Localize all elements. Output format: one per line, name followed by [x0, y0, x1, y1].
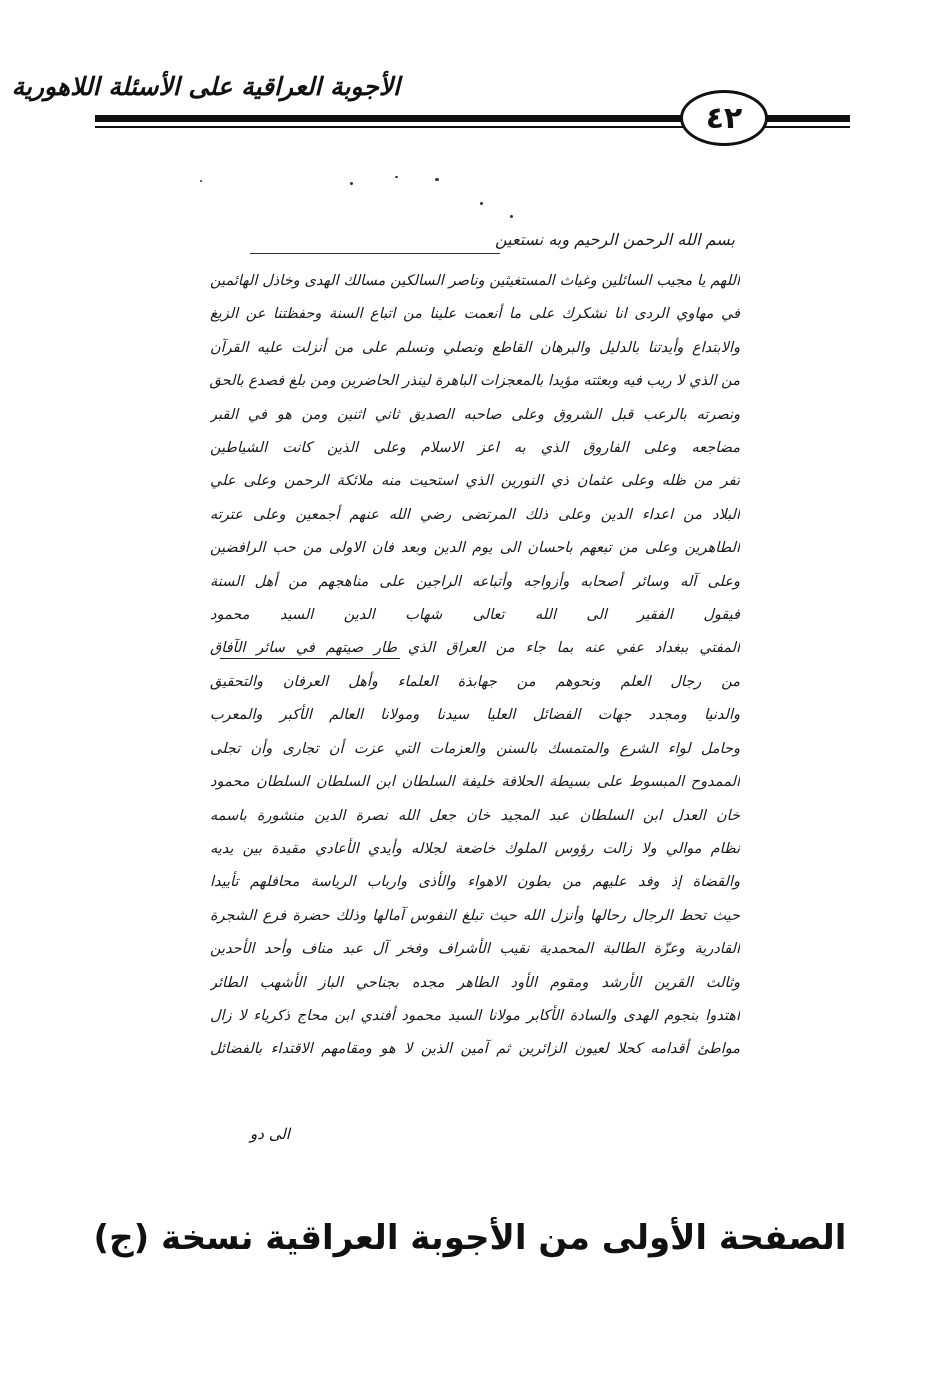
name-underline	[220, 658, 400, 659]
manuscript-line: الممدوح المبسوط على بسيطة الحلافة خليفة السلطان ابن السلطان السلطان محمود	[210, 774, 740, 791]
manuscript-line: البلاد من اعداء الدين وعلى ذلك المرتضى رضي الله عنهم أجمعين وعلى عترته	[210, 506, 740, 523]
ink-speck	[510, 215, 513, 218]
ink-speck	[200, 180, 202, 182]
heading-stroke	[250, 253, 500, 254]
manuscript-line: تفر من ظله وعلى عثمان ذي النورين الذي استحيت منه ملائكة الرحمن وعلى علي	[210, 473, 740, 490]
manuscript-line: نظام موالي ولا زالت رؤوس الملوك خاضعة لجلاله وأيدي الأعادي مقيدة بين يديه	[210, 840, 740, 857]
manuscript-line: المفتي ببغداد عفي عنه بما جاء من العراق الذي طار صيتهم في سائر الآفاق	[210, 640, 740, 657]
manuscript-basmala: بسم الله الرحمن الرحيم وبه نستعين	[494, 230, 735, 249]
ink-speck	[350, 182, 353, 185]
manuscript-line: حيث تحط الرجال رحالها وأنزل الله حيث تبلغ النفوس آمالها وذلك حضرة فرع الشجرة	[210, 907, 740, 924]
manuscript-line: والدنيا ومجدد جهات الفضائل العليا سيدنا ومولانا العالم الأكبر والمعرب	[210, 707, 740, 724]
manuscript-line: والابتداع وأيدتنا بالدليل والبرهان القاطع ونصلي ونسلم على من أنزلت عليه القرآن	[210, 339, 740, 356]
manuscript-line: مضاجعه وعلى الفاروق الذي به اعز الاسلام وعلى الذين كانت الشياطين	[210, 440, 740, 457]
manuscript-line: من رجال العلم ونحوهم من جهابذة العلماء وأهل العرفان والتحقيق	[210, 673, 740, 690]
page-number: ٤٢	[705, 100, 743, 136]
manuscript-line: والقضاة إذ وفد عليهم من بطون الاهواء والأذى وارباب الرياسة محافلهم تأييدا	[210, 874, 740, 891]
ink-speck	[435, 178, 439, 181]
manuscript-line: وثالث القرين الأرشد ومقوم الأود الطاهر مجده بجناحي الباز الأشهب الطائر	[210, 974, 740, 991]
manuscript-scan	[190, 170, 750, 1185]
manuscript-line: ونصرته بالرعب قبل الشروق وعلى صاحبه الصديق ثاني اثنين ومن هو في القبر	[210, 406, 740, 423]
manuscript-line: من الذي لا ريب فيه وبعثته مؤيدا بالمعجزات الباهرة لينذر الحاضرين ومن بلغ فصدع بالحق	[210, 373, 740, 390]
manuscript-line: الطاهرين وعلى من تبعهم باحسان الى يوم الدين وبعد فان الاولى من حب الرافضين	[210, 540, 740, 557]
manuscript-line: وحامل لواء الشرع والمتمسك بالسنن والعزمات التي عزت أن تجارى وأن تجلى	[210, 740, 740, 757]
manuscript-line: القادرية وعزّة الطالبة المحمدية نقيب الأشراف وفخر آل عبد مناف وأحد الأحدين	[210, 941, 740, 958]
manuscript-line: مواطئ أقدامه كحلا لعيون الزائرين ثم آمين الذين لا هو ومقامهم الاقتداء بالفضائل	[210, 1041, 740, 1058]
manuscript-line: اللهم يا مجيب السائلين وغياث المستغيثين وناصر السالكين مسالك الهدى وخاذل الهائمين	[210, 273, 740, 289]
manuscript-line: فيقول الفقير الى الله تعالى شهاب الدين السيد محمود	[210, 607, 740, 624]
manuscript-footer-note: الى دو	[250, 1125, 290, 1143]
page-number-badge	[680, 90, 768, 146]
manuscript-line: خان العدل ابن السلطان عبد المجيد خان جعل الله نصرة الدين منشورة باسمه	[210, 807, 740, 824]
ink-speck	[395, 176, 398, 178]
running-title: الأجوبة العراقية على الأسئلة اللاهورية	[11, 72, 400, 101]
manuscript-line: وعلى آله وسائر أصحابه وأزواجه وأتباعه الراجين على مناهجهم من أهل السنة	[210, 573, 740, 590]
manuscript-text	[210, 265, 740, 1067]
figure-caption: الصفحة الأولى من الأجوبة العراقية نسخة (ج)	[93, 1218, 847, 1258]
manuscript-line: في مهاوي الردى انا نشكرك على ما أنعمت علينا من اتباع السنة وحفظتنا عن الزيغ	[210, 306, 740, 323]
ink-speck	[480, 202, 483, 205]
manuscript-line: اهتدوا بنجوم الهدى والسادة الأكابر مولانا السيد محمود أفندي ابن محاج ذكرياء لا زال	[210, 1007, 740, 1024]
